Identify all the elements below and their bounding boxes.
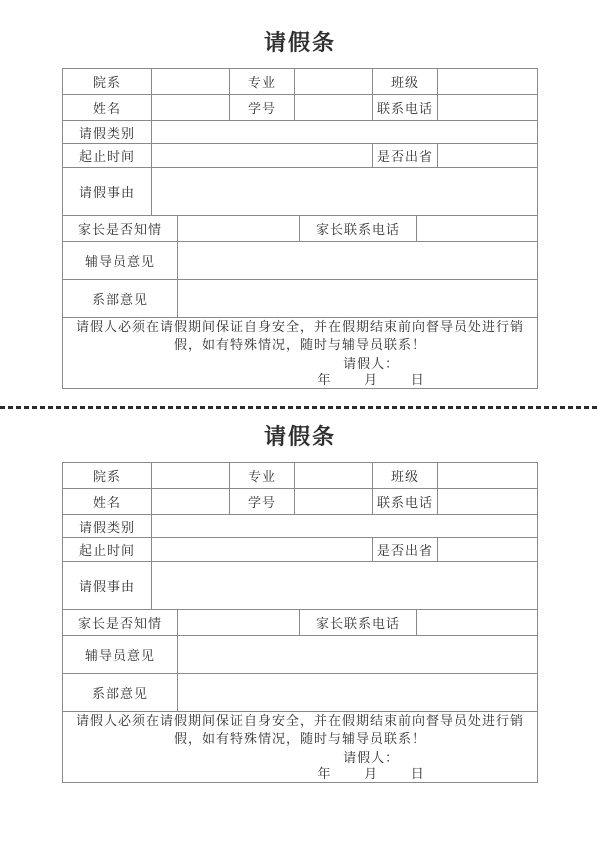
row-leave-type xyxy=(62,515,537,538)
student-id-value-cell xyxy=(294,95,372,121)
row-name xyxy=(62,95,537,121)
parent-phone-label: 家长联系电话 xyxy=(299,610,416,636)
signature-date xyxy=(272,372,471,388)
row-parents xyxy=(62,610,537,636)
leave-form-copy-2 xyxy=(0,409,600,783)
row-name xyxy=(62,489,537,515)
row-reason xyxy=(62,562,537,610)
department-label: 院系 xyxy=(62,69,151,95)
department-opinion-label: 系部意见 xyxy=(62,674,177,712)
row-department xyxy=(62,463,537,489)
class-label: 班级 xyxy=(372,463,437,489)
parents-aware-label: 家长是否知情 xyxy=(62,610,177,636)
row-counselor-opinion xyxy=(62,242,537,280)
major-value-cell xyxy=(294,463,372,489)
department-opinion-label: 系部意见 xyxy=(62,280,177,318)
signature-date xyxy=(272,766,471,782)
leave-reason-label: 请假事由 xyxy=(62,168,151,216)
leave-type-value-cell xyxy=(151,515,537,538)
date-month-placeholder: 月 xyxy=(364,372,379,387)
department-opinion-value-cell xyxy=(177,280,537,318)
parents-aware-value-cell xyxy=(177,610,299,636)
parent-phone-value-cell xyxy=(416,610,537,636)
row-department-opinion xyxy=(62,674,537,712)
out-of-province-value-cell xyxy=(438,144,538,168)
row-leave-type xyxy=(62,121,537,144)
department-value-cell xyxy=(151,463,229,489)
leave-reason-label: 请假事由 xyxy=(62,562,151,610)
student-id-label: 学号 xyxy=(229,489,294,515)
name-label: 姓名 xyxy=(62,489,151,515)
leave-form-table xyxy=(62,68,538,389)
contact-phone-value-cell xyxy=(438,95,538,121)
signature-label: 请假人： xyxy=(343,356,400,371)
leave-type-label: 请假类别 xyxy=(62,515,151,538)
leave-reason-value-cell xyxy=(151,562,537,610)
leave-form-copy-1 xyxy=(0,0,600,389)
start-end-time-value-cell xyxy=(151,144,372,168)
department-value-cell xyxy=(151,69,229,95)
counselor-opinion-value-cell xyxy=(177,242,537,280)
student-id-label: 学号 xyxy=(229,95,294,121)
leave-reason-value-cell xyxy=(151,168,537,216)
contact-phone-label: 联系电话 xyxy=(372,95,437,121)
leave-type-value-cell xyxy=(151,121,537,144)
row-note xyxy=(62,712,537,783)
date-year-placeholder: 年 xyxy=(317,372,332,387)
row-department-opinion xyxy=(62,280,537,318)
counselor-opinion-label: 辅导员意见 xyxy=(62,242,177,280)
out-of-province-value-cell xyxy=(438,538,538,562)
leave-form-table xyxy=(62,462,538,783)
counselor-opinion-value-cell xyxy=(177,636,537,674)
leave-type-label: 请假类别 xyxy=(62,121,151,144)
department-opinion-value-cell xyxy=(177,674,537,712)
row-time xyxy=(62,144,537,168)
row-reason xyxy=(62,168,537,216)
name-value-cell xyxy=(151,489,229,515)
safety-note-text: 请假人必须在请假期间保证自身安全，并在假期结束前向督导员处进行销假，如有特殊情况，随时与辅导员联系！ xyxy=(75,319,524,352)
form-title: 请假条 xyxy=(263,30,336,55)
start-end-time-label: 起止时间 xyxy=(62,144,151,168)
signature-label: 请假人： xyxy=(343,750,400,765)
class-value-cell xyxy=(438,69,538,95)
major-label: 专业 xyxy=(229,69,294,95)
major-label: 专业 xyxy=(229,463,294,489)
row-counselor-opinion xyxy=(62,636,537,674)
department-label: 院系 xyxy=(62,463,151,489)
start-end-time-label: 起止时间 xyxy=(62,538,151,562)
date-day-placeholder: 日 xyxy=(410,766,425,781)
form-title: 请假条 xyxy=(263,424,336,449)
row-parents xyxy=(62,216,537,242)
contact-phone-label: 联系电话 xyxy=(372,489,437,515)
parent-phone-label: 家长联系电话 xyxy=(299,216,416,242)
parents-aware-label: 家长是否知情 xyxy=(62,216,177,242)
class-value-cell xyxy=(438,463,538,489)
date-year-placeholder: 年 xyxy=(317,766,332,781)
name-label: 姓名 xyxy=(62,95,151,121)
row-note xyxy=(62,318,537,389)
row-department xyxy=(62,69,537,95)
parent-phone-value-cell xyxy=(416,216,537,242)
signature-area xyxy=(272,750,471,782)
contact-phone-value-cell xyxy=(438,489,538,515)
student-id-value-cell xyxy=(294,489,372,515)
signature-area xyxy=(272,356,471,388)
out-of-province-label: 是否出省 xyxy=(372,144,437,168)
out-of-province-label: 是否出省 xyxy=(372,538,437,562)
note-cell xyxy=(62,712,537,783)
note-cell xyxy=(62,318,537,389)
name-value-cell xyxy=(151,95,229,121)
major-value-cell xyxy=(294,69,372,95)
parents-aware-value-cell xyxy=(177,216,299,242)
date-month-placeholder: 月 xyxy=(364,766,379,781)
counselor-opinion-label: 辅导员意见 xyxy=(62,636,177,674)
safety-note-text: 请假人必须在请假期间保证自身安全，并在假期结束前向督导员处进行销假，如有特殊情况，随时与辅导员联系！ xyxy=(75,713,524,746)
date-day-placeholder: 日 xyxy=(410,372,425,387)
start-end-time-value-cell xyxy=(151,538,372,562)
row-time xyxy=(62,538,537,562)
class-label: 班级 xyxy=(372,69,437,95)
